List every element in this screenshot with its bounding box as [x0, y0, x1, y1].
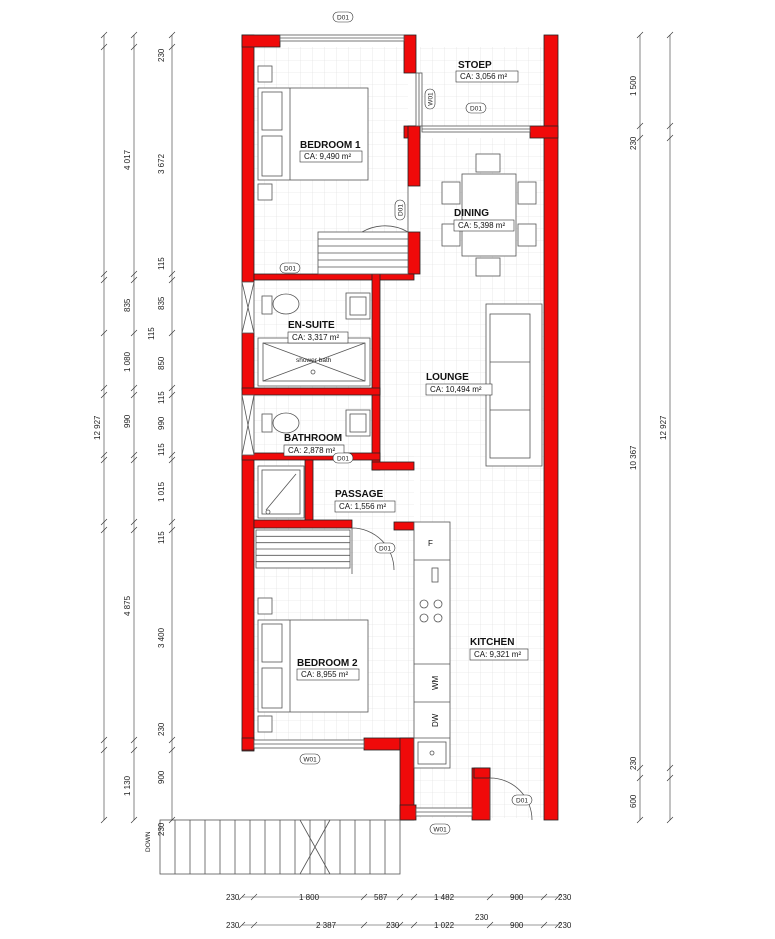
- svg-text:115: 115: [157, 531, 166, 544]
- window-tag: [425, 89, 435, 109]
- svg-text:230: 230: [629, 756, 638, 770]
- svg-text:CA: 1,556 m²: CA: 1,556 m²: [339, 502, 387, 511]
- door-tag: [512, 795, 532, 805]
- svg-text:990: 990: [157, 416, 166, 430]
- svg-text:W01: W01: [427, 92, 435, 106]
- svg-text:3 400: 3 400: [157, 627, 166, 648]
- svg-text:D01: D01: [470, 105, 482, 113]
- svg-text:D01: D01: [397, 204, 405, 216]
- window-tag: [430, 824, 450, 834]
- svg-text:835: 835: [123, 298, 132, 312]
- svg-text:CA: 3,317 m²: CA: 3,317 m²: [292, 333, 340, 342]
- svg-text:CA: 3,056 m²: CA: 3,056 m²: [460, 72, 508, 81]
- svg-text:115: 115: [157, 391, 166, 404]
- door-tag: [375, 543, 395, 553]
- svg-text:900: 900: [510, 893, 524, 902]
- room-bathroom: BATHROOM: [284, 433, 343, 444]
- svg-text:2 387: 2 387: [316, 921, 337, 930]
- svg-text:D01: D01: [337, 455, 349, 463]
- svg-text:230: 230: [629, 136, 638, 150]
- svg-text:900: 900: [510, 921, 524, 930]
- svg-text:W01: W01: [433, 826, 447, 834]
- door-tag: [333, 453, 353, 463]
- svg-text:CA: 10,494 m²: CA: 10,494 m²: [430, 385, 482, 394]
- svg-text:D01: D01: [337, 14, 349, 22]
- sofa: [486, 304, 542, 466]
- room-lounge: LOUNGE: [426, 372, 469, 383]
- svg-text:230: 230: [157, 48, 166, 62]
- room-passage: PASSAGE: [335, 489, 384, 500]
- fridge-label: F: [428, 539, 433, 548]
- svg-text:CA: 2,878 m²: CA: 2,878 m²: [288, 446, 336, 455]
- svg-text:900: 900: [157, 770, 166, 784]
- svg-text:1 022: 1 022: [434, 921, 455, 930]
- room-bedroom-2: BEDROOM 2: [297, 658, 358, 669]
- wm-label: WM: [431, 675, 440, 690]
- door-tag: [395, 200, 405, 220]
- svg-text:230: 230: [558, 893, 572, 902]
- kitchen-counter: [414, 522, 450, 768]
- svg-text:230: 230: [386, 921, 400, 930]
- svg-text:10 367: 10 367: [629, 445, 638, 470]
- svg-text:D01: D01: [284, 265, 296, 273]
- svg-text:CA: 9,321 m²: CA: 9,321 m²: [474, 650, 522, 659]
- svg-text:230: 230: [475, 913, 489, 922]
- room-stoep: STOEP: [458, 60, 492, 71]
- svg-text:230: 230: [226, 921, 240, 930]
- stair-top: [318, 232, 408, 274]
- svg-text:1 482: 1 482: [434, 893, 455, 902]
- svg-text:CA: 8,955 m²: CA: 8,955 m²: [301, 670, 349, 679]
- svg-text:DOWN: DOWN: [145, 831, 152, 852]
- svg-text:230: 230: [226, 893, 240, 902]
- svg-text:4 017: 4 017: [123, 149, 132, 170]
- svg-text:115: 115: [157, 257, 166, 270]
- room-ensuite: EN-SUITE: [288, 320, 335, 331]
- door-tag: [280, 263, 300, 273]
- svg-text:D01: D01: [516, 797, 528, 805]
- room-bedroom-1: BEDROOM 1: [300, 140, 361, 151]
- svg-text:600: 600: [629, 794, 638, 808]
- room-dining: DINING: [454, 208, 489, 219]
- svg-text:CA: 5,398 m²: CA: 5,398 m²: [458, 221, 506, 230]
- svg-text:850: 850: [157, 356, 166, 370]
- dim-left-total: 12 927: [93, 415, 102, 440]
- stair-passage: [256, 530, 350, 568]
- room-kitchen: KITCHEN: [470, 637, 515, 648]
- door-tag: [333, 12, 353, 22]
- door-tag: [466, 103, 486, 113]
- svg-text:115: 115: [157, 443, 166, 456]
- svg-text:1 130: 1 130: [123, 775, 132, 796]
- dim-right-total: 12 927: [659, 415, 668, 440]
- svg-text:4 875: 4 875: [123, 595, 132, 616]
- svg-text:3 672: 3 672: [157, 153, 166, 174]
- svg-text:587: 587: [374, 893, 388, 902]
- svg-text:W01: W01: [303, 756, 317, 764]
- svg-text:230: 230: [558, 921, 572, 930]
- dw-label: DW: [431, 713, 440, 727]
- svg-text:230: 230: [157, 722, 166, 736]
- svg-text:230: 230: [157, 822, 166, 836]
- window-tag: [300, 754, 320, 764]
- shower-bath-label: shower bath: [296, 357, 332, 364]
- svg-text:990: 990: [123, 414, 132, 428]
- svg-text:835: 835: [157, 296, 166, 310]
- stair-external: [145, 820, 400, 874]
- svg-text:1 080: 1 080: [123, 351, 132, 372]
- svg-text:115: 115: [147, 327, 156, 340]
- svg-text:D01: D01: [379, 545, 391, 553]
- svg-text:1 800: 1 800: [299, 893, 320, 902]
- svg-text:1 500: 1 500: [629, 75, 638, 96]
- svg-text:CA: 9,490 m²: CA: 9,490 m²: [304, 152, 352, 161]
- svg-text:1 015: 1 015: [157, 481, 166, 502]
